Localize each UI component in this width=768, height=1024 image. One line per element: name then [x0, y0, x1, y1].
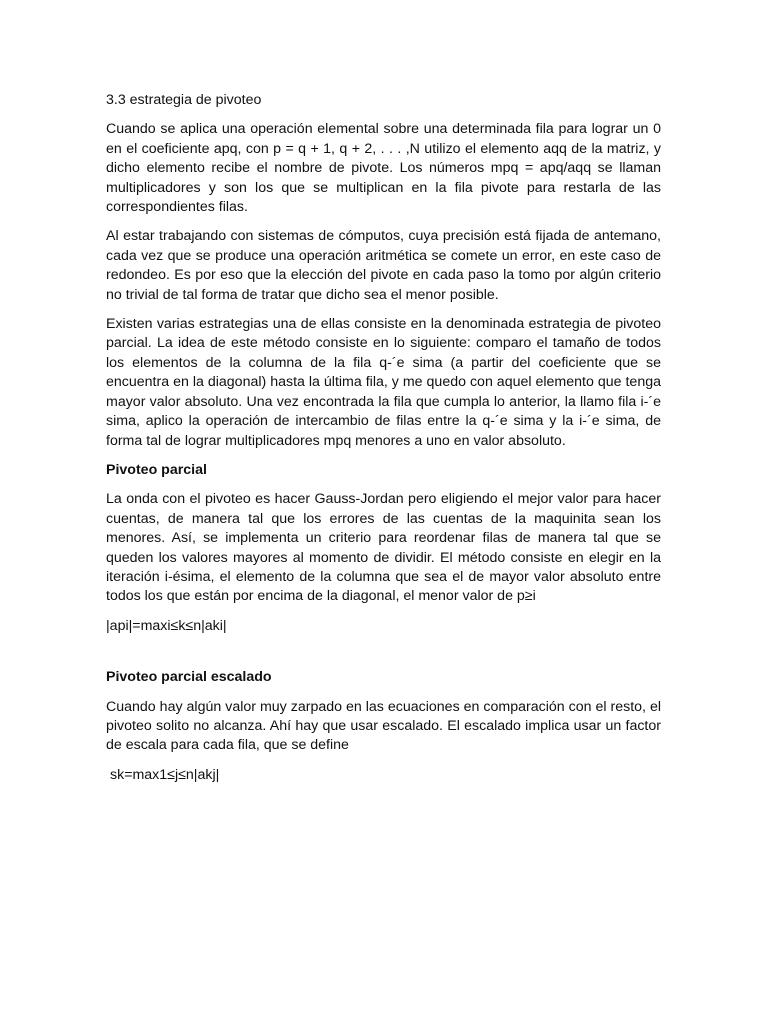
heading-pivoteo-parcial: Pivoteo parcial	[106, 461, 207, 478]
paragraph-pivot-definition: Cuando se aplica una operación elemental sobre una determinada fila para lograr un 0 en el coeficiente apq, con p = q + 1, q + 2, . . . ,N utilizo el elemento aqq de la matriz, y dicho elemento recibe el nombre de pivote. Los números mpq = apq/aqq se llaman multiplicadores y son los que se multiplican en la fila pivote para restarla de las correspondientes filas.	[106, 121, 661, 216]
heading-pivoteo-parcial-escalado: Pivoteo parcial escalado	[106, 669, 272, 686]
paragraph-rounding-error: Al estar trabajando con sistemas de cómputos, cuya precisión está fijada de antemano, cada vez que se produce una operación aritmética se comete un error, en este caso de redondeo. Es por eso que la elección del pivote en cada paso la tomo por algún criterio no trivial de tal forma de tratar que dicho sea el menor posible.	[106, 228, 661, 303]
paragraph-gauss-jordan: La onda con el pivoteo es hacer Gauss-Jordan pero eligiendo el mejor valor para hacer cuentas, de manera tal que los errores de las cuentas de la maquinita sean los menores. Así, se implementa un criterio para reordenar filas de manera tal que se queden los valores mayores al momento de dividir. El método consiste en elegir en la iteración i-ésima, el elemento de la columna que sea el de mayor valor absoluto entre todos los que están por encima de la diagonal, el menor valor de p≥i	[106, 491, 661, 605]
paragraph-partial-pivoting-strategy: Existen varias estrategias una de ellas consiste en la denominada estrategia de pivoteo parcial. La idea de este método consiste en lo siguiente: comparo el tamaño de todos los elementos de la columna de la fila q-´e sima (a partir del coeficiente que se encuentra en la diagonal) hasta la última fila, y me quedo con aquel elemento que tenga mayor valor absoluto. Una vez encontrada la fila que cumpla lo anterior, la llamo fila i-´e sima, aplico la operación de intercambio de filas entre la q-´e sima y la i-´e sima, de forma tal de lograr multiplicadores mpq menores a uno en valor absoluto.	[106, 316, 661, 449]
formula-scale-factor: sk=max1≤j≤n|akj|	[110, 766, 220, 783]
document-page	[106, 91, 661, 795]
paragraph-scaling: Cuando hay algún valor muy zarpado en las ecuaciones en comparación con el resto, el pivoteo solito no alcanza. Ahí hay que usar escalado. El escalado implica usar un factor de escala para cada fila, que se define	[106, 698, 661, 754]
formula-max-pivot: |api|=maxi≤k≤n|aki|	[106, 617, 227, 634]
section-title: 3.3 estrategia de pivoteo	[106, 92, 262, 108]
blank-spacer	[106, 646, 661, 668]
